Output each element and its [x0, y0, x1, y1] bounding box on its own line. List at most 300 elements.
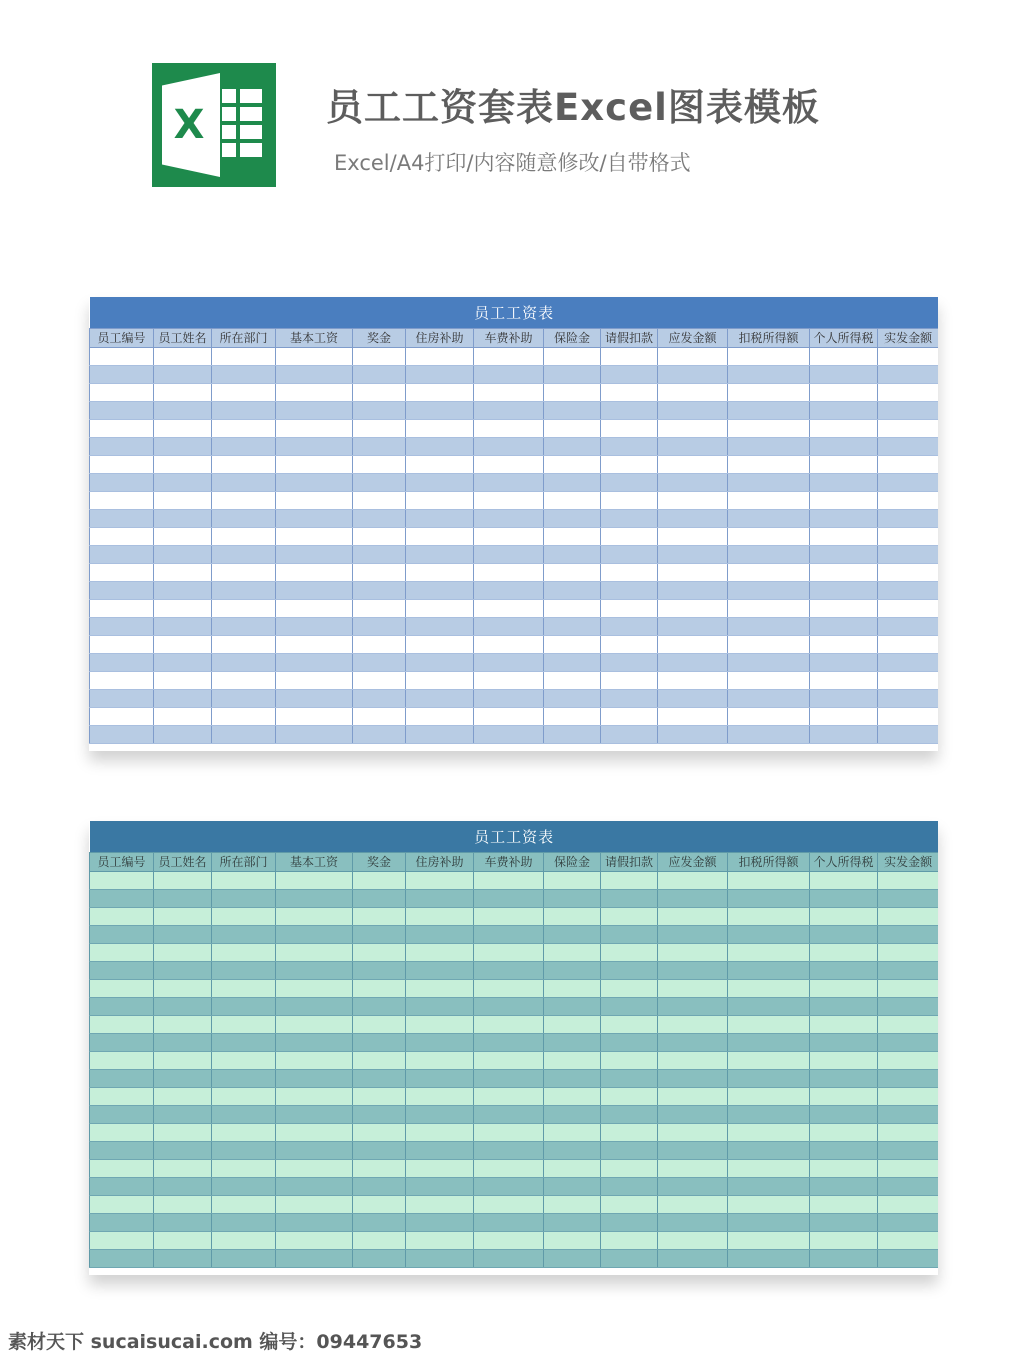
- table-cell[interactable]: [406, 1052, 474, 1070]
- table-cell[interactable]: [878, 600, 939, 618]
- table-cell[interactable]: [154, 456, 212, 474]
- table-cell[interactable]: [154, 944, 212, 962]
- table-cell[interactable]: [154, 690, 212, 708]
- table-cell[interactable]: [474, 1178, 544, 1196]
- table-cell[interactable]: [212, 908, 276, 926]
- table-cell[interactable]: [154, 926, 212, 944]
- table-cell[interactable]: [353, 1088, 406, 1106]
- table-cell[interactable]: [154, 420, 212, 438]
- table-cell[interactable]: [212, 1142, 276, 1160]
- table-cell[interactable]: [810, 600, 878, 618]
- table-cell[interactable]: [601, 420, 658, 438]
- table-cell[interactable]: [544, 1052, 601, 1070]
- table-cell[interactable]: [544, 456, 601, 474]
- table-cell[interactable]: [878, 1196, 939, 1214]
- table-cell[interactable]: [154, 998, 212, 1016]
- table-cell[interactable]: [276, 726, 353, 744]
- table-cell[interactable]: [810, 564, 878, 582]
- table-cell[interactable]: [154, 1070, 212, 1088]
- table-cell[interactable]: [728, 456, 810, 474]
- table-cell[interactable]: [878, 438, 939, 456]
- table-cell[interactable]: [658, 456, 728, 474]
- table-cell[interactable]: [276, 366, 353, 384]
- table-cell[interactable]: [406, 402, 474, 420]
- table-cell[interactable]: [658, 1250, 728, 1268]
- table-cell[interactable]: [212, 474, 276, 492]
- table-cell[interactable]: [810, 1214, 878, 1232]
- table-cell[interactable]: [353, 402, 406, 420]
- table-cell[interactable]: [276, 420, 353, 438]
- table-cell[interactable]: [212, 962, 276, 980]
- table-cell[interactable]: [810, 962, 878, 980]
- table-cell[interactable]: [353, 384, 406, 402]
- table-cell[interactable]: [544, 1088, 601, 1106]
- table-cell[interactable]: [728, 654, 810, 672]
- table-cell[interactable]: [406, 1142, 474, 1160]
- table-cell[interactable]: [601, 908, 658, 926]
- table-cell[interactable]: [601, 456, 658, 474]
- table-cell[interactable]: [810, 1124, 878, 1142]
- table-cell[interactable]: [810, 582, 878, 600]
- table-cell[interactable]: [810, 1142, 878, 1160]
- table-cell[interactable]: [276, 1142, 353, 1160]
- table-cell[interactable]: [90, 348, 154, 366]
- table-cell[interactable]: [276, 1052, 353, 1070]
- table-cell[interactable]: [474, 872, 544, 890]
- table-cell[interactable]: [728, 1124, 810, 1142]
- table-cell[interactable]: [728, 1106, 810, 1124]
- table-cell[interactable]: [90, 1232, 154, 1250]
- table-cell[interactable]: [601, 1124, 658, 1142]
- table-cell[interactable]: [276, 384, 353, 402]
- table-cell[interactable]: [658, 1214, 728, 1232]
- table-cell[interactable]: [601, 564, 658, 582]
- table-cell[interactable]: [474, 384, 544, 402]
- table-cell[interactable]: [276, 1106, 353, 1124]
- table-cell[interactable]: [544, 1250, 601, 1268]
- table-cell[interactable]: [474, 926, 544, 944]
- table-cell[interactable]: [601, 890, 658, 908]
- table-cell[interactable]: [90, 672, 154, 690]
- table-cell[interactable]: [154, 384, 212, 402]
- table-cell[interactable]: [154, 474, 212, 492]
- table-cell[interactable]: [810, 636, 878, 654]
- table-cell[interactable]: [276, 908, 353, 926]
- table-cell[interactable]: [353, 890, 406, 908]
- table-cell[interactable]: [810, 420, 878, 438]
- table-cell[interactable]: [276, 618, 353, 636]
- table-cell[interactable]: [154, 402, 212, 420]
- table-cell[interactable]: [212, 492, 276, 510]
- table-cell[interactable]: [154, 890, 212, 908]
- table-cell[interactable]: [544, 998, 601, 1016]
- table-cell[interactable]: [154, 564, 212, 582]
- table-cell[interactable]: [658, 872, 728, 890]
- table-cell[interactable]: [353, 944, 406, 962]
- table-cell[interactable]: [658, 582, 728, 600]
- table-cell[interactable]: [474, 438, 544, 456]
- table-cell[interactable]: [601, 528, 658, 546]
- table-cell[interactable]: [90, 708, 154, 726]
- table-cell[interactable]: [353, 1196, 406, 1214]
- table-cell[interactable]: [878, 654, 939, 672]
- table-cell[interactable]: [878, 1016, 939, 1034]
- table-cell[interactable]: [212, 402, 276, 420]
- table-cell[interactable]: [601, 1034, 658, 1052]
- table-cell[interactable]: [544, 1124, 601, 1142]
- table-cell[interactable]: [90, 402, 154, 420]
- table-cell[interactable]: [728, 618, 810, 636]
- table-cell[interactable]: [406, 438, 474, 456]
- table-cell[interactable]: [658, 926, 728, 944]
- table-cell[interactable]: [406, 708, 474, 726]
- table-cell[interactable]: [658, 1052, 728, 1070]
- table-cell[interactable]: [601, 1052, 658, 1070]
- table-cell[interactable]: [212, 944, 276, 962]
- table-cell[interactable]: [601, 366, 658, 384]
- table-cell[interactable]: [474, 908, 544, 926]
- table-cell[interactable]: [658, 402, 728, 420]
- table-cell[interactable]: [212, 600, 276, 618]
- table-cell[interactable]: [154, 672, 212, 690]
- table-cell[interactable]: [878, 456, 939, 474]
- table-cell[interactable]: [276, 582, 353, 600]
- table-cell[interactable]: [544, 564, 601, 582]
- table-cell[interactable]: [878, 348, 939, 366]
- table-cell[interactable]: [601, 402, 658, 420]
- table-cell[interactable]: [353, 438, 406, 456]
- table-cell[interactable]: [728, 1178, 810, 1196]
- table-cell[interactable]: [544, 492, 601, 510]
- table-cell[interactable]: [474, 1196, 544, 1214]
- table-cell[interactable]: [212, 872, 276, 890]
- table-cell[interactable]: [90, 456, 154, 474]
- table-cell[interactable]: [276, 546, 353, 564]
- table-cell[interactable]: [90, 690, 154, 708]
- table-cell[interactable]: [658, 474, 728, 492]
- table-cell[interactable]: [810, 708, 878, 726]
- table-cell[interactable]: [474, 708, 544, 726]
- table-cell[interactable]: [728, 420, 810, 438]
- table-cell[interactable]: [154, 1214, 212, 1232]
- table-cell[interactable]: [406, 366, 474, 384]
- table-cell[interactable]: [544, 366, 601, 384]
- table-cell[interactable]: [474, 1070, 544, 1088]
- table-cell[interactable]: [276, 654, 353, 672]
- table-cell[interactable]: [601, 944, 658, 962]
- table-cell[interactable]: [658, 420, 728, 438]
- table-cell[interactable]: [544, 872, 601, 890]
- table-cell[interactable]: [353, 708, 406, 726]
- table-cell[interactable]: [154, 1124, 212, 1142]
- table-cell[interactable]: [90, 1214, 154, 1232]
- table-cell[interactable]: [658, 690, 728, 708]
- table-cell[interactable]: [658, 348, 728, 366]
- table-cell[interactable]: [474, 726, 544, 744]
- table-cell[interactable]: [728, 636, 810, 654]
- table-cell[interactable]: [544, 1070, 601, 1088]
- table-cell[interactable]: [90, 1106, 154, 1124]
- table-cell[interactable]: [878, 384, 939, 402]
- table-cell[interactable]: [212, 1232, 276, 1250]
- table-cell[interactable]: [810, 1106, 878, 1124]
- table-cell[interactable]: [474, 1016, 544, 1034]
- table-cell[interactable]: [474, 510, 544, 528]
- table-cell[interactable]: [658, 366, 728, 384]
- table-cell[interactable]: [276, 1016, 353, 1034]
- table-cell[interactable]: [601, 980, 658, 998]
- table-cell[interactable]: [406, 872, 474, 890]
- table-cell[interactable]: [658, 672, 728, 690]
- table-cell[interactable]: [276, 926, 353, 944]
- table-cell[interactable]: [474, 600, 544, 618]
- table-cell[interactable]: [474, 582, 544, 600]
- table-cell[interactable]: [276, 402, 353, 420]
- table-cell[interactable]: [601, 600, 658, 618]
- table-cell[interactable]: [276, 600, 353, 618]
- table-cell[interactable]: [601, 492, 658, 510]
- table-cell[interactable]: [154, 962, 212, 980]
- table-cell[interactable]: [878, 1052, 939, 1070]
- table-cell[interactable]: [544, 582, 601, 600]
- table-cell[interactable]: [878, 1250, 939, 1268]
- table-cell[interactable]: [601, 546, 658, 564]
- table-cell[interactable]: [212, 1088, 276, 1106]
- table-cell[interactable]: [658, 1232, 728, 1250]
- table-cell[interactable]: [728, 1196, 810, 1214]
- table-cell[interactable]: [90, 944, 154, 962]
- table-cell[interactable]: [728, 582, 810, 600]
- table-cell[interactable]: [90, 962, 154, 980]
- table-cell[interactable]: [353, 618, 406, 636]
- table-cell[interactable]: [90, 618, 154, 636]
- table-cell[interactable]: [276, 944, 353, 962]
- table-cell[interactable]: [154, 1232, 212, 1250]
- table-cell[interactable]: [810, 384, 878, 402]
- table-cell[interactable]: [90, 1124, 154, 1142]
- table-cell[interactable]: [728, 690, 810, 708]
- table-cell[interactable]: [810, 1088, 878, 1106]
- table-cell[interactable]: [406, 672, 474, 690]
- table-cell[interactable]: [601, 926, 658, 944]
- table-cell[interactable]: [154, 510, 212, 528]
- table-cell[interactable]: [878, 1214, 939, 1232]
- table-cell[interactable]: [154, 366, 212, 384]
- table-cell[interactable]: [353, 980, 406, 998]
- table-cell[interactable]: [212, 1052, 276, 1070]
- table-cell[interactable]: [212, 366, 276, 384]
- table-cell[interactable]: [474, 474, 544, 492]
- table-cell[interactable]: [474, 654, 544, 672]
- table-cell[interactable]: [154, 726, 212, 744]
- table-cell[interactable]: [810, 926, 878, 944]
- table-cell[interactable]: [353, 546, 406, 564]
- table-cell[interactable]: [212, 564, 276, 582]
- table-cell[interactable]: [658, 1088, 728, 1106]
- table-cell[interactable]: [544, 384, 601, 402]
- table-cell[interactable]: [474, 618, 544, 636]
- table-cell[interactable]: [601, 1142, 658, 1160]
- table-cell[interactable]: [658, 1142, 728, 1160]
- table-cell[interactable]: [406, 1196, 474, 1214]
- table-cell[interactable]: [90, 726, 154, 744]
- table-cell[interactable]: [474, 1250, 544, 1268]
- table-cell[interactable]: [544, 726, 601, 744]
- table-cell[interactable]: [601, 1016, 658, 1034]
- table-cell[interactable]: [878, 890, 939, 908]
- table-cell[interactable]: [90, 582, 154, 600]
- table-cell[interactable]: [90, 546, 154, 564]
- table-cell[interactable]: [601, 1196, 658, 1214]
- table-cell[interactable]: [154, 1178, 212, 1196]
- table-cell[interactable]: [878, 1088, 939, 1106]
- table-cell[interactable]: [810, 1016, 878, 1034]
- table-cell[interactable]: [728, 944, 810, 962]
- table-cell[interactable]: [878, 636, 939, 654]
- table-cell[interactable]: [90, 890, 154, 908]
- table-cell[interactable]: [154, 1052, 212, 1070]
- table-cell[interactable]: [544, 1214, 601, 1232]
- table-cell[interactable]: [406, 582, 474, 600]
- table-cell[interactable]: [212, 1070, 276, 1088]
- table-cell[interactable]: [544, 980, 601, 998]
- table-cell[interactable]: [406, 654, 474, 672]
- table-cell[interactable]: [353, 474, 406, 492]
- table-cell[interactable]: [474, 890, 544, 908]
- table-cell[interactable]: [353, 1106, 406, 1124]
- table-cell[interactable]: [406, 348, 474, 366]
- table-cell[interactable]: [406, 726, 474, 744]
- table-cell[interactable]: [658, 998, 728, 1016]
- table-cell[interactable]: [474, 366, 544, 384]
- table-cell[interactable]: [212, 690, 276, 708]
- table-cell[interactable]: [474, 348, 544, 366]
- table-cell[interactable]: [878, 1034, 939, 1052]
- table-cell[interactable]: [154, 1250, 212, 1268]
- table-cell[interactable]: [544, 1178, 601, 1196]
- table-cell[interactable]: [658, 1016, 728, 1034]
- table-cell[interactable]: [353, 420, 406, 438]
- table-cell[interactable]: [212, 420, 276, 438]
- table-cell[interactable]: [728, 1214, 810, 1232]
- table-cell[interactable]: [474, 492, 544, 510]
- table-cell[interactable]: [212, 546, 276, 564]
- table-cell[interactable]: [90, 1016, 154, 1034]
- table-cell[interactable]: [728, 926, 810, 944]
- table-cell[interactable]: [474, 672, 544, 690]
- table-cell[interactable]: [878, 564, 939, 582]
- table-cell[interactable]: [878, 1178, 939, 1196]
- table-cell[interactable]: [212, 654, 276, 672]
- table-cell[interactable]: [878, 998, 939, 1016]
- table-cell[interactable]: [728, 962, 810, 980]
- table-cell[interactable]: [353, 492, 406, 510]
- table-cell[interactable]: [276, 690, 353, 708]
- table-cell[interactable]: [474, 1232, 544, 1250]
- table-cell[interactable]: [728, 348, 810, 366]
- table-cell[interactable]: [276, 962, 353, 980]
- table-cell[interactable]: [353, 348, 406, 366]
- table-cell[interactable]: [276, 456, 353, 474]
- table-cell[interactable]: [544, 1016, 601, 1034]
- table-cell[interactable]: [810, 456, 878, 474]
- table-cell[interactable]: [810, 474, 878, 492]
- table-cell[interactable]: [810, 348, 878, 366]
- table-cell[interactable]: [90, 528, 154, 546]
- table-cell[interactable]: [406, 636, 474, 654]
- table-cell[interactable]: [728, 872, 810, 890]
- table-cell[interactable]: [810, 492, 878, 510]
- table-cell[interactable]: [212, 1196, 276, 1214]
- table-cell[interactable]: [276, 980, 353, 998]
- table-cell[interactable]: [212, 1016, 276, 1034]
- table-cell[interactable]: [353, 1214, 406, 1232]
- table-cell[interactable]: [544, 890, 601, 908]
- table-cell[interactable]: [90, 510, 154, 528]
- table-cell[interactable]: [212, 582, 276, 600]
- table-cell[interactable]: [406, 1088, 474, 1106]
- table-cell[interactable]: [276, 890, 353, 908]
- table-cell[interactable]: [90, 366, 154, 384]
- table-cell[interactable]: [658, 1124, 728, 1142]
- table-cell[interactable]: [276, 636, 353, 654]
- table-cell[interactable]: [658, 1070, 728, 1088]
- table-cell[interactable]: [353, 726, 406, 744]
- table-cell[interactable]: [810, 726, 878, 744]
- table-cell[interactable]: [474, 1052, 544, 1070]
- table-cell[interactable]: [544, 438, 601, 456]
- table-cell[interactable]: [658, 1034, 728, 1052]
- table-cell[interactable]: [276, 672, 353, 690]
- table-cell[interactable]: [154, 708, 212, 726]
- table-cell[interactable]: [406, 546, 474, 564]
- table-cell[interactable]: [878, 420, 939, 438]
- table-cell[interactable]: [878, 582, 939, 600]
- table-cell[interactable]: [728, 1034, 810, 1052]
- table-cell[interactable]: [154, 348, 212, 366]
- table-cell[interactable]: [544, 600, 601, 618]
- table-cell[interactable]: [154, 1196, 212, 1214]
- table-cell[interactable]: [810, 1052, 878, 1070]
- table-cell[interactable]: [353, 1142, 406, 1160]
- table-cell[interactable]: [658, 528, 728, 546]
- table-cell[interactable]: [728, 402, 810, 420]
- table-cell[interactable]: [154, 872, 212, 890]
- table-cell[interactable]: [601, 438, 658, 456]
- table-cell[interactable]: [810, 366, 878, 384]
- table-cell[interactable]: [474, 1214, 544, 1232]
- table-cell[interactable]: [878, 1070, 939, 1088]
- table-cell[interactable]: [601, 636, 658, 654]
- table-cell[interactable]: [353, 654, 406, 672]
- table-cell[interactable]: [90, 1088, 154, 1106]
- table-cell[interactable]: [728, 546, 810, 564]
- table-cell[interactable]: [544, 1142, 601, 1160]
- table-cell[interactable]: [474, 420, 544, 438]
- table-cell[interactable]: [353, 1160, 406, 1178]
- table-cell[interactable]: [728, 366, 810, 384]
- table-cell[interactable]: [212, 980, 276, 998]
- table-cell[interactable]: [544, 510, 601, 528]
- table-cell[interactable]: [90, 1070, 154, 1088]
- table-cell[interactable]: [353, 1232, 406, 1250]
- table-cell[interactable]: [810, 1034, 878, 1052]
- table-cell[interactable]: [878, 366, 939, 384]
- table-cell[interactable]: [406, 564, 474, 582]
- table-cell[interactable]: [276, 438, 353, 456]
- table-cell[interactable]: [474, 402, 544, 420]
- table-cell[interactable]: [544, 636, 601, 654]
